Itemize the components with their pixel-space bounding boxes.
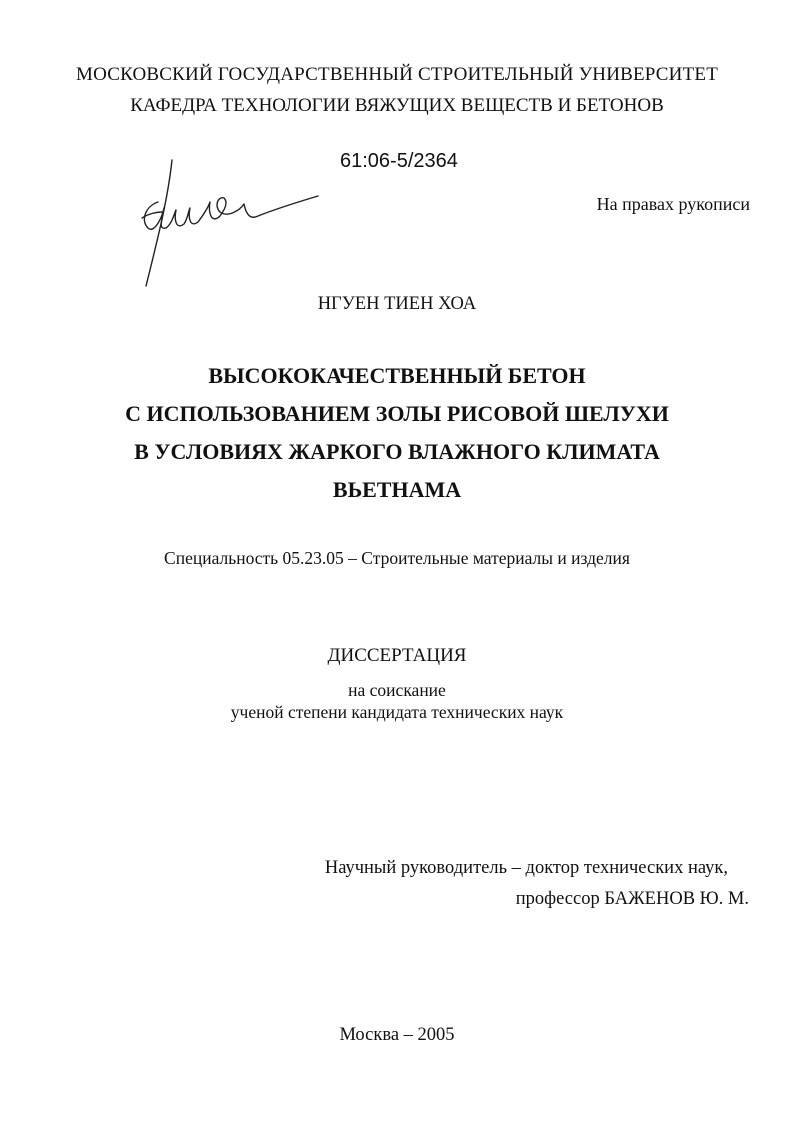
title-line: С ИСПОЛЬЗОВАНИЕМ ЗОЛЫ РИСОВОЙ ШЕЛУХИ	[125, 401, 669, 426]
degree-line-2: ученой степени кандидата технических наук	[230, 702, 564, 722]
specialty: Специальность 05.23.05 – Строительные материалы и изделия	[164, 548, 630, 568]
document-type: ДИССЕРТАЦИЯ	[327, 645, 467, 666]
signature-image	[128, 158, 328, 290]
degree-line-1: на соискание	[348, 680, 446, 700]
supervisor-line-2: профессор БАЖЕНОВ Ю. М.	[515, 889, 749, 909]
dissertation-title	[0, 357, 794, 509]
university-name: МОСКОВСКИЙ ГОСУДАРСТВЕННЫЙ СТРОИТЕЛЬНЫЙ УНИВЕРСИТЕТ	[75, 64, 718, 85]
title-line: В УСЛОВИЯХ ЖАРКОГО ВЛАЖНОГО КЛИМАТА	[134, 439, 660, 464]
catalog-code: 61:06-5/2364	[340, 150, 458, 172]
title-line: ВЬЕТНАМА	[332, 477, 462, 502]
author-name: НГУЕН ТИЕН ХОА	[317, 294, 477, 314]
supervisor-line-1: Научный руководитель – доктор технических наук,	[324, 858, 728, 878]
department-name: КАФЕДРА ТЕХНОЛОГИИ ВЯЖУЩИХ ВЕЩЕСТВ И БЕТОНОВ	[130, 95, 664, 116]
rights-note: На правах рукописи	[596, 194, 750, 214]
place-year: Москва – 2005	[339, 1025, 455, 1045]
title-line: ВЫСОКОКАЧЕСТВЕННЫЙ БЕТОН	[208, 363, 586, 388]
